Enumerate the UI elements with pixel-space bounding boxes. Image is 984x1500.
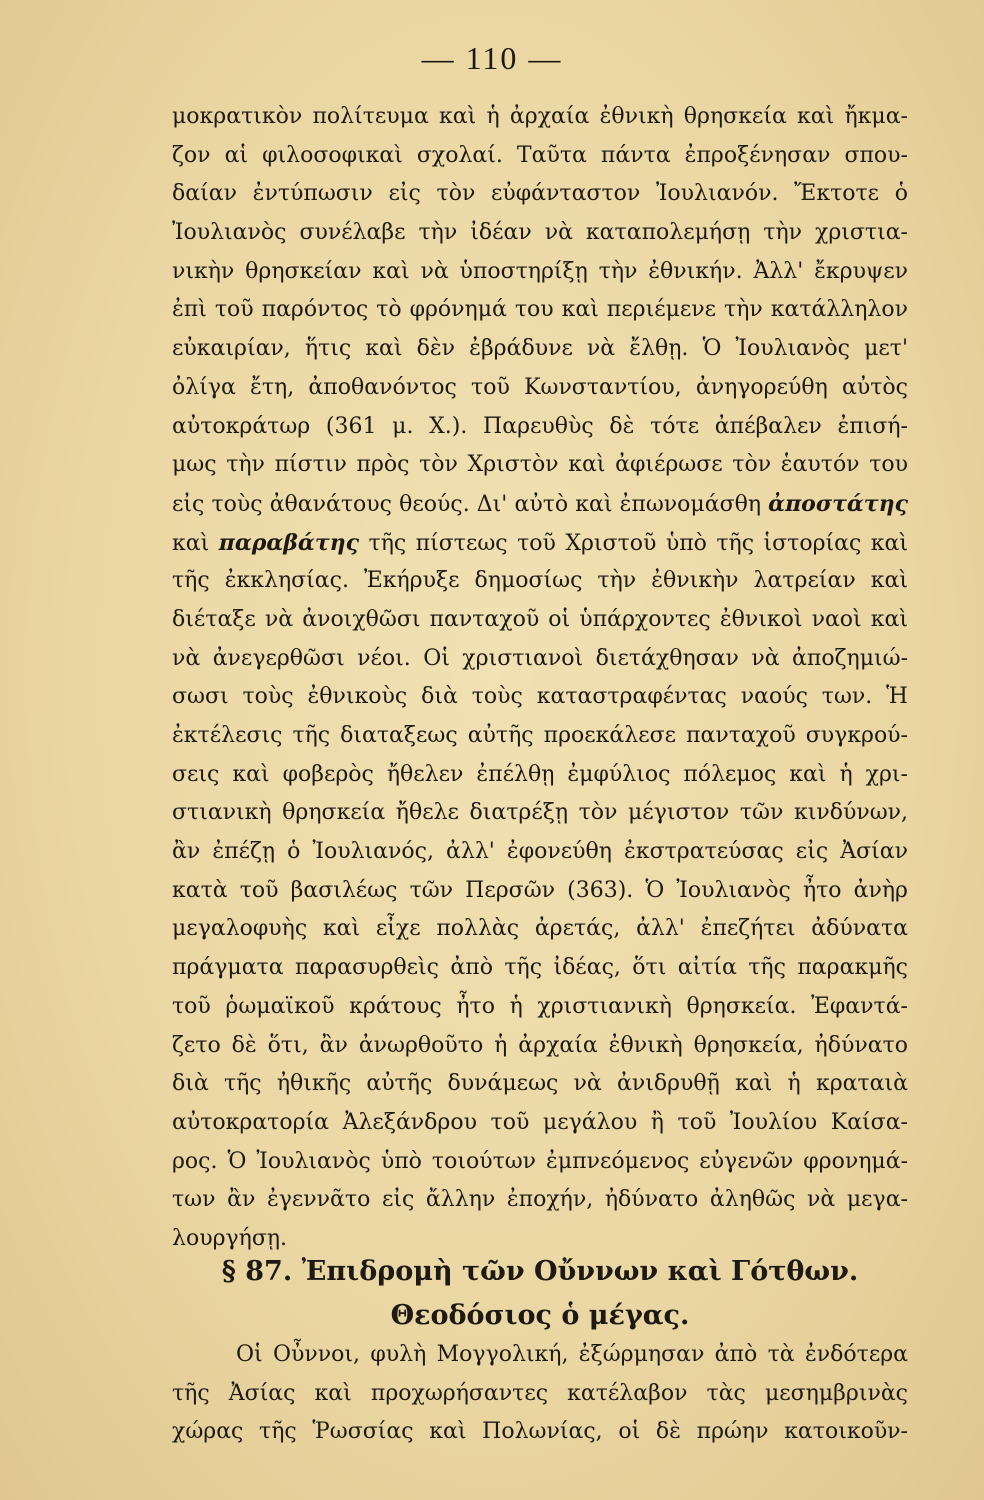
- text-line: ὀλίγα ἔτη, ἀποθανόντος τοῦ Κωνσταντίου, ἀνηγορεύθη αὐτὸς: [172, 374, 908, 400]
- text-line: τῆς ἐκκλησίας. Ἐκήρυξε δημοσίως τὴν ἐθνικὴν λατρείαν καὶ: [172, 568, 908, 594]
- text-line: Ἰουλιανὸς συνέλαβε τὴν ἰδέαν νὰ καταπολεμήσῃ τὴν χριστια-: [172, 220, 908, 246]
- text-line: ἐπὶ τοῦ παρόντος τὸ φρόνημά του καὶ περιέμενε τὴν κατάλληλον: [172, 297, 908, 323]
- text-line: σωσι τοὺς ἐθνικοὺς διὰ τοὺς καταστραφέντας ναούς των. Ἡ: [172, 684, 908, 710]
- text-line: ζετο δὲ ὅτι, ἂν ἀνωρθοῦτο ἡ ἀρχαία ἐθνικὴ θρησκεία, ἠδύνατο: [172, 1032, 908, 1058]
- text-line: τῆς Ἀσίας καὶ προχωρήσαντες κατέλαβον τὰς μεσημβρινὰς: [172, 1380, 908, 1406]
- text-line: μεγαλοφυὴς καὶ εἶχε πολλὰς ἀρετάς, ἀλλ' ἐπεζήτει ἀδύνατα: [172, 916, 908, 942]
- text-line: λουργήσῃ.: [172, 1225, 288, 1251]
- text-line: πράγματα παρασυρθεὶς ἀπὸ τῆς ἰδέας, ὅτι αἰτία τῆς παρακμῆς: [172, 955, 908, 981]
- text-line: τοῦ ῥωμαϊκοῦ κράτους ἦτο ἡ χριστιανικὴ θρησκεία. Ἐφαντά-: [172, 993, 908, 1019]
- text-line: Οἱ Οὖννοι, φυλὴ Μογγολική, ἐξώρμησαν ἀπὸ τὰ ἐνδότερα: [236, 1342, 908, 1367]
- italic-term-paravatis: παραβάτης: [218, 529, 360, 556]
- text-span: εἰς τοὺς ἀθανάτους θεούς. Δι' αὐτὸ καὶ ἐπωνομάσθη: [172, 491, 762, 517]
- section-heading: [172, 1250, 908, 1338]
- text-line: εὐκαιρίαν, ἥτις καὶ δὲν ἐβράδυνε νὰ ἔλθῃ. Ὁ Ἰουλιανὸς μετ': [172, 336, 908, 362]
- text-line-with-italic: [172, 485, 908, 524]
- text-line: νικὴν θρησκείαν καὶ νὰ ὑποστηρίξῃ τὴν ἐθνικήν. Ἀλλ' ἔκρυψεν: [172, 258, 908, 284]
- text-line: στιανικὴ θρησκεία ἤθελε διατρέξῃ τὸν μέγιστον τῶν κινδύνων,: [172, 800, 908, 826]
- text-line: ζον αἱ φιλοσοφικαὶ σχολαί. Ταῦτα πάντα ἐπροξένησαν σπου-: [172, 142, 908, 168]
- main-paragraph: [172, 98, 908, 1259]
- text-line-with-italic: [172, 524, 908, 563]
- section-heading-line-1: § 87. Ἐπιδρομὴ τῶν Οὔννων καὶ Γότθων.: [221, 1256, 859, 1287]
- text-line: μως τὴν πίστιν πρὸς τὸν Χριστὸν καὶ ἀφιέρωσε τὸν ἑαυτόν του: [172, 452, 908, 478]
- page-number: — 110 —: [421, 40, 563, 76]
- text-line: σεις καὶ φοβερὸς ἤθελεν ἐπέλθῃ ἐμφύλιος πόλεμος καὶ ἡ χρι-: [172, 761, 908, 787]
- text-span: καὶ: [172, 530, 210, 556]
- text-line: ρος. Ὁ Ἰουλιανὸς ὑπὸ τοιούτων ἐμπνεόμενος εὐγενῶν φρονημά-: [172, 1148, 908, 1174]
- text-line: δαίαν ἐντύπωσιν εἰς τὸν εὐφάνταστον Ἰουλιανόν. Ἔκτοτε ὁ: [172, 181, 908, 207]
- text-line: αὐτοκρατορία Ἀλεξάνδρου τοῦ μεγάλου ἢ τοῦ Ἰουλίου Καίσα-: [172, 1109, 908, 1135]
- section-paragraph: [172, 1336, 908, 1452]
- text-line: διέταξε νὰ ἀνοιχθῶσι πανταχοῦ οἱ ὑπάρχοντες ἐθνικοὶ ναοὶ καὶ: [172, 606, 908, 632]
- italic-term-apostatis: ἀποστάτης: [768, 490, 908, 517]
- text-line: μοκρατικὸν πολίτευμα καὶ ἡ ἀρχαία ἐθνικὴ θρησκεία καὶ ἤκμα-: [172, 104, 908, 129]
- text-line: διὰ τῆς ἠθικῆς αὐτῆς δυνάμεως νὰ ἀνιδρυθῇ καὶ ἡ κραταιὰ: [172, 1071, 908, 1097]
- section-heading-line-2: Θεοδόσιος ὁ μέγας.: [390, 1300, 690, 1331]
- text-line: αὐτοκράτωρ (361 μ. Χ.). Παρευθὺς δὲ τότε ἀπέβαλεν ἐπισή-: [172, 413, 908, 439]
- text-line: νὰ ἀνεγερθῶσι νέοι. Οἱ χριστιανοὶ διετάχθησαν νὰ ἀποζημιώ-: [172, 645, 908, 671]
- text-line: κατὰ τοῦ βασιλέως τῶν Περσῶν (363). Ὁ Ἰουλιανὸς ἦτο ἀνὴρ: [172, 877, 908, 903]
- text-line: ἂν ἐπέζῃ ὁ Ἰουλιανός, ἀλλ' ἐφονεύθη ἐκστρατεύσας εἰς Ἀσίαν: [172, 839, 908, 865]
- text-line: ἐκτέλεσις τῆς διαταξεως αὐτῆς προεκάλεσε πανταχοῦ συγκρού-: [172, 723, 908, 748]
- text-line: χώρας τῆς Ῥωσσίας καὶ Πολωνίας, οἱ δὲ πρώην κατοικοῦν-: [172, 1419, 908, 1445]
- text-span: τῆς πίστεως τοῦ Χριστοῦ ὑπὸ τῆς ἱστορίας καὶ: [368, 530, 908, 556]
- text-line: των ἂν ἐγεννᾶτο εἰς ἄλλην ἐποχήν, ἠδύνατο ἀληθῶς νὰ μεγα-: [172, 1187, 908, 1213]
